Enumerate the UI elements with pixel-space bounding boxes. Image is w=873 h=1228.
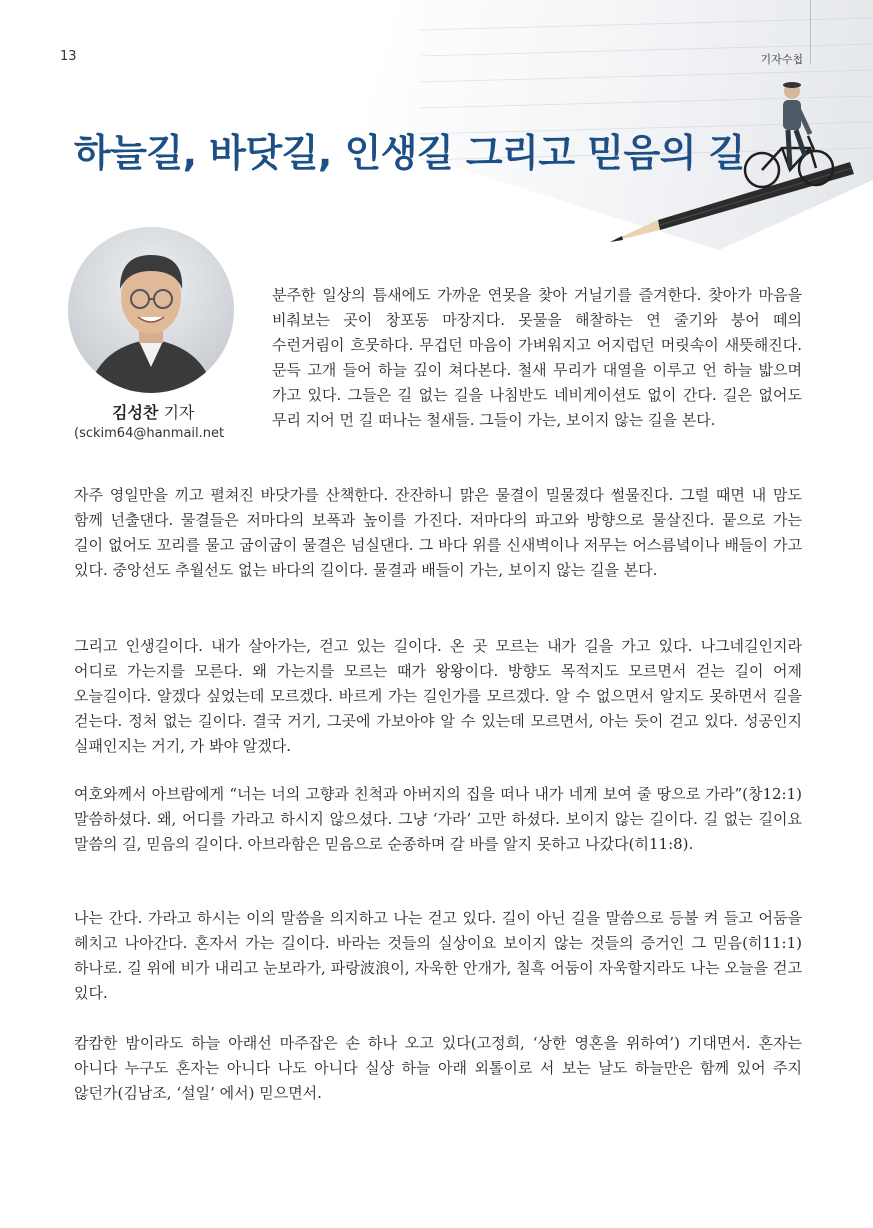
body-paragraph: 나는 간다. 가라고 하시는 이의 말씀을 의지하고 나는 걷고 있다. 길이 아닌 길을 말씀으로 등불 켜 들고 어둠을 헤치고 나아간다. 혼자서 가는 길이다. 바라는 것들의 실상이요 보이지 않는 것들의 증거인 그 믿음(히11:1) 하나로. 길 위에 비가 내리고 눈보라가, 파랑波浪이, 자욱한 안개가, 칠흑 어둠이 자욱할지라도 나는 오늘을 걷고 있다. bbox=[74, 909, 802, 1002]
author-portrait-photo bbox=[68, 227, 234, 393]
article-title: 하늘길, 바닷길, 인생길 그리고 믿음의 길 bbox=[74, 131, 745, 175]
header-divider bbox=[810, 0, 811, 64]
intro-paragraph: 분주한 일상의 틈새에도 가까운 연못을 찾아 거닐기를 즐겨한다. 찾아가 마음을 비춰보는 곳이 창포동 마장지다. 못물을 해찰하는 연 줄기와 붕어 떼의 수런거림이 흐뭇하다. 무겁던 마음이 가벼워지고 어지럽던 머릿속이 새뜻해진다. 문득 고개 들어 하늘 깊이 쳐다본다. 철새 무리가 대열을 이루고 언 하늘 밟으며 가고 있다. 그들은 길 없는 길을 나침반도 네비게이션도 없이 간다. 길은 없어도 무리 지어 먼 길 떠나는 철새들. 그들이 가는, 보이지 않는 길을 본다. bbox=[272, 286, 802, 429]
body-paragraph: 여호와께서 아브람에게 “너는 너의 고향과 친척과 아버지의 집을 떠나 내가 네게 보여 줄 땅으로 가라”(창12:1) 말씀하셨다. 왜, 어디를 가라고 하시지 않으셨다. 그냥 ‘가라’ 고만 하셨다. 보이지 않는 길이다. 길 없는 길이요 말씀의 길, 믿음의 길이다. 아브라함은 믿음으로 순종하며 갈 바를 알지 못하고 나갔다(히11:8). bbox=[74, 785, 802, 853]
body-paragraph: 캄캄한 밤이라도 하늘 아래선 마주잡은 손 하나 오고 있다(고정희, ‘상한 영혼을 위하여’) 기대면서. 혼자는 아니다 누구도 혼자는 아니다 나도 아니다 실상 하늘 아래 외톨이로 서 보는 날도 하늘만은 함께 있어 주지 않던가(김남조, ‘설일’ 에서) 믿으면서. bbox=[74, 1034, 802, 1102]
body-paragraph: 자주 영일만을 끼고 펼쳐진 바닷가를 산책한다. 잔잔하니 맑은 물결이 밀물졌다 썰물진다. 그럴 때면 내 맘도 함께 넌출댄다. 물결들은 저마다의 보폭과 높이를 가진다. 저마다의 파고와 방향으로 물살진다. 뭍으로 가는 길이 없어도 꼬리를 물고 굽이굽이 물결은 넘실댄다. 그 바다 위를 신새벽이나 저무는 어스름녘이나 배들이 가고 있다. 중앙선도 추월선도 없는 바다의 길이다. 물결과 배들이 가는, 보이지 않는 길을 본다. bbox=[74, 486, 802, 579]
body-paragraph: 그리고 인생길이다. 내가 살아가는, 걷고 있는 길이다. 온 곳 모르는 내가 길을 가고 있다. 나그네길인지라 어디로 가는지를 모른다. 왜 가는지를 모르는 때가 왕왕이다. 방향도 목적지도 모르면서 걷는 길이 어제 오늘길이다. 알겠다 싶었는데 모르겠다. 바르게 가는 길인가를 모르겠다. 알 수 없으면서 알지도 못하면서 길을 걷는다. 정처 없는 길이다. 결국 거기, 그곳에 가보아야 알 수 있는데 모르면서, 아는 듯이 걷고 있다. 성공인지 실패인지는 거기, 가 봐야 알겠다. bbox=[74, 637, 802, 755]
author-name: 김성찬 bbox=[112, 403, 159, 422]
author-email: (sckim64@hanmail.net bbox=[74, 426, 225, 441]
section-tag: 기자수첩 bbox=[760, 53, 803, 66]
page-number: 13 bbox=[60, 49, 77, 64]
author-role: 기자 bbox=[163, 403, 195, 422]
author-byline bbox=[112, 400, 194, 423]
